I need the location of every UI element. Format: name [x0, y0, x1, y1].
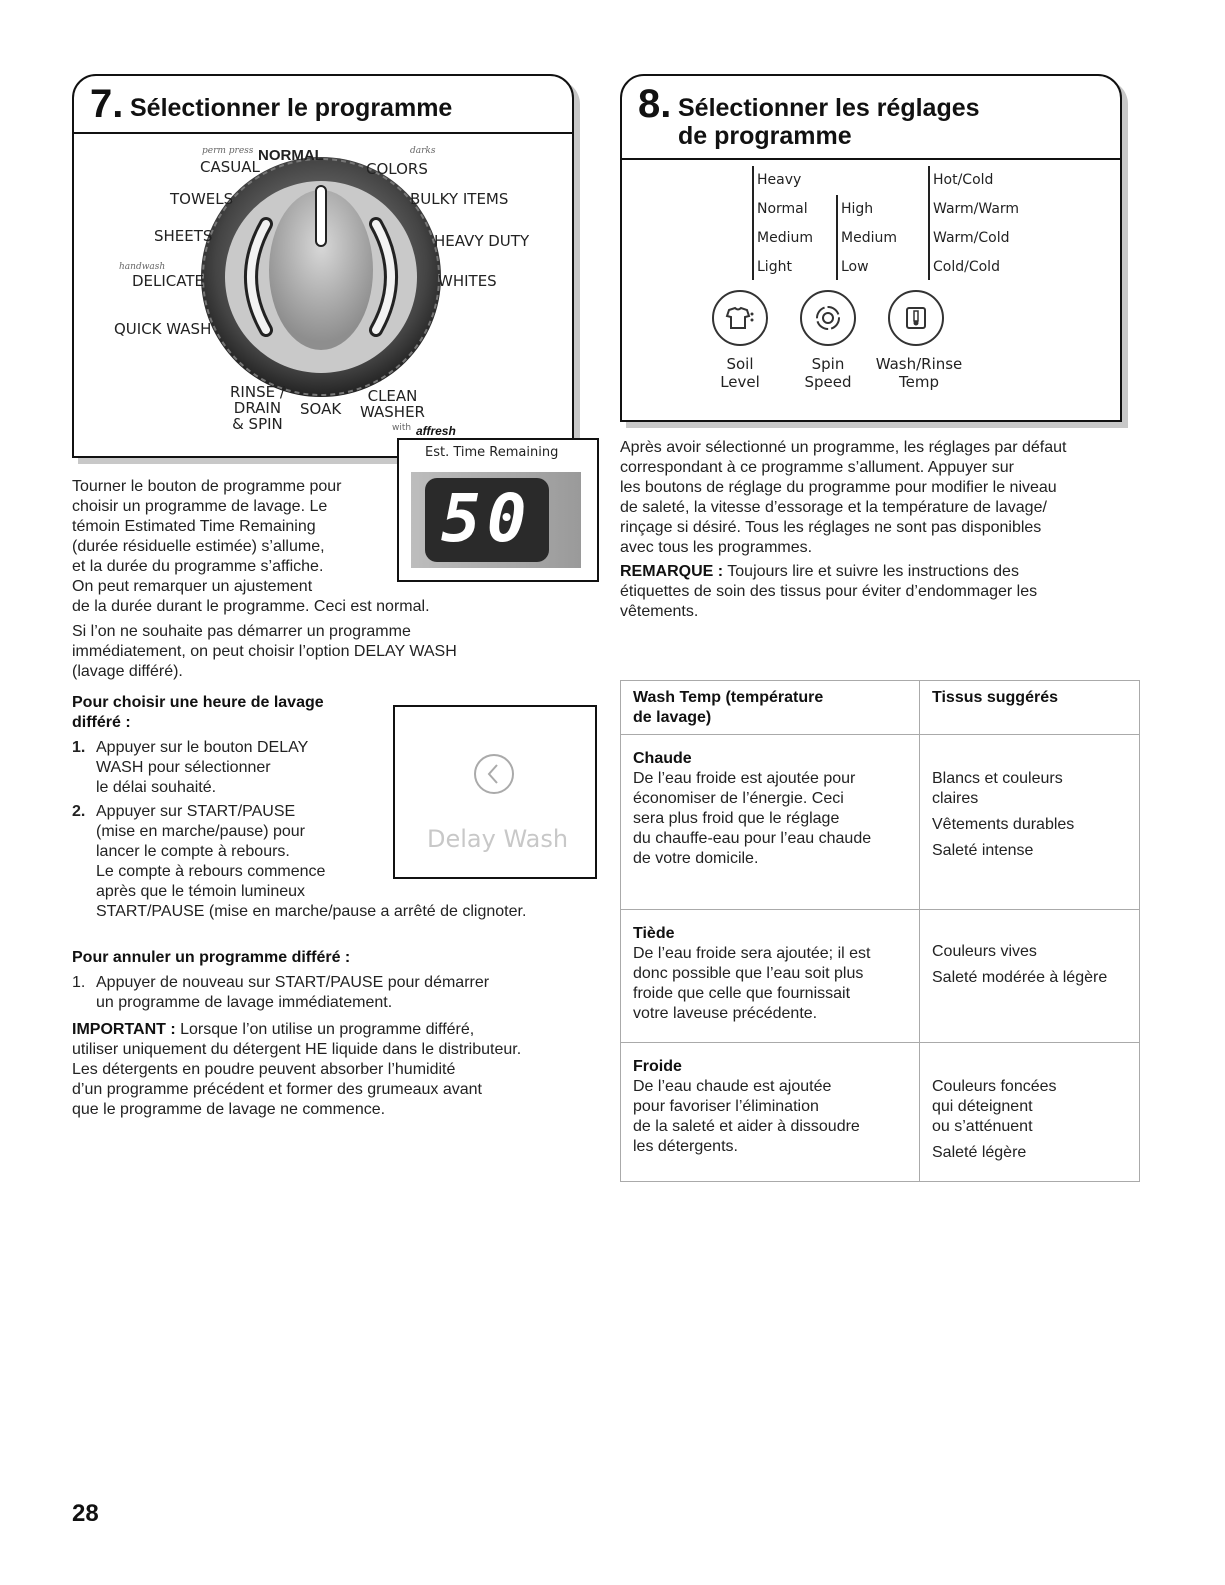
table-cell-fabrics: Couleurs vives Saleté modérée à légère: [920, 910, 1140, 1043]
table-cell-fabrics: Couleurs foncées qui déteignent ou s’atténuent Saleté légère: [920, 1043, 1140, 1182]
dial-heavy-duty: HEAVY DUTY: [434, 232, 530, 250]
wash-temp-options: [928, 166, 1019, 280]
choose-delay-heading: Pour choisir une heure de lavage différé :: [72, 694, 324, 731]
wash-temp-option: Warm/Warm: [933, 201, 1020, 217]
section-8-number: 8.: [638, 82, 672, 126]
spin-speed-button[interactable]: [800, 290, 856, 346]
dial-casual: CASUAL: [200, 158, 260, 176]
delay-wash-button[interactable]: Delay Wash: [427, 825, 569, 853]
dial-clean-washer: CLEAN WASHER: [360, 387, 425, 421]
soil-level-label: Soil Level: [720, 355, 760, 391]
dial-handwash: handwash: [119, 262, 166, 272]
dial-normal: NORMAL: [258, 147, 324, 164]
soil-level-option: Medium: [757, 230, 813, 246]
table-header-row: [621, 681, 1140, 735]
soil-shirt-icon: [725, 306, 755, 330]
section-7-number: 7.: [90, 82, 124, 126]
section-7-header: [74, 76, 572, 134]
intro-paragraph: Tourner le bouton de programme pour choisir un programme de lavage. Le témoin Estimated Time Remaining (durée résiduelle estimée) s’allume, et la durée du programme s’affiche. On peut remarquer un ajustement de la durée durant le programme. Ceci est normal.: [72, 478, 430, 615]
thermometer-icon: [903, 305, 929, 331]
table-cell-temp: Froide De l’eau chaude est ajoutée pour favoriser l’élimination de la saleté et aider à dissoudre les détergents.: [621, 1043, 920, 1182]
spin-speed-option: High: [841, 201, 874, 217]
wash-temp-table: [620, 680, 1140, 1182]
section-8-title-line1: Sélectionner les réglages: [678, 94, 980, 122]
table-cell-temp: Tiède De l’eau froide sera ajoutée; il est donc possible que l’eau soit plus froide que celle que fournissait votre laveuse précédente.: [621, 910, 920, 1043]
spin-speed-option: Low: [841, 259, 869, 275]
spin-speed-options: [836, 195, 897, 280]
section-8-box: [620, 74, 1122, 422]
wash-rinse-temp-button[interactable]: [888, 290, 944, 346]
table-cell-fabrics: Blancs et couleurs claires Vêtements durables Saleté intense: [920, 735, 1140, 910]
dial-quick-wash: QUICK WASH: [114, 320, 212, 338]
time-remaining-value: 50: [441, 480, 533, 557]
cancel-step: 1. Appuyer de nouveau sur START/PAUSE pour démarrer un programme de lavage immédiatement.: [72, 974, 490, 1011]
dial-perm-press: perm press: [202, 146, 254, 156]
delay-wash-panel: [393, 705, 597, 879]
affresh-logo: affresh: [416, 424, 456, 438]
page-number: 28: [72, 1500, 99, 1527]
soil-level-option: Heavy: [757, 172, 802, 188]
wash-temp-option: Hot/Cold: [933, 172, 994, 188]
wash-temp-option: Warm/Cold: [933, 230, 1010, 246]
dial-darks: darks: [410, 146, 436, 156]
dial-delicate: DELICATE: [132, 272, 205, 290]
soil-level-button[interactable]: [712, 290, 768, 346]
spin-speed-option: Medium: [841, 230, 897, 246]
cancel-delay-heading: Pour annuler un programme différé :: [72, 949, 351, 966]
spin-icon: [813, 303, 843, 333]
table-header-fabrics: Tissus suggérés: [920, 681, 1140, 735]
spin-speed-label: Spin Speed: [804, 355, 852, 391]
soil-level-option: Normal: [757, 201, 808, 217]
table-row: [621, 735, 1140, 910]
dial-bulky-items: BULKY ITEMS: [410, 190, 509, 208]
dial-towels: TOWELS: [170, 190, 234, 208]
dial-soak: SOAK: [300, 400, 342, 418]
wash-rinse-temp-label: Wash/Rinse Temp: [875, 355, 963, 391]
clock-icon[interactable]: [471, 751, 517, 797]
delay-steps: 1. Appuyer sur le bouton DELAY WASH pour sélectionner le délai souhaité. 2. Appuyer sur START/PAUSE (mise en marche/pause) pour lancer le compte à rebours. Le compte à rebours commence après que le témoin lumineux START/PAUSE (mise en marche/pause a arrêté de clignoter.: [72, 739, 527, 920]
table-header-wash-temp: Wash Temp (température de lavage): [621, 681, 920, 735]
table-cell-temp: Chaude De l’eau froide est ajoutée pour économiser de l’énergie. Ceci sera plus froid que le réglage du chauffe-eau pour l’eau chaude de votre domicile.: [621, 735, 920, 910]
section-7-title: Sélectionner le programme: [130, 94, 453, 122]
section-7-box: [72, 74, 574, 458]
soil-level-option: Light: [757, 259, 792, 275]
dial-whites: WHITES: [438, 272, 497, 290]
table-row: [621, 910, 1140, 1043]
table-row: [621, 1043, 1140, 1182]
dial-rinse-drain-spin: RINSE / DRAIN & SPIN: [230, 383, 285, 433]
settings-paragraph: Après avoir sélectionné un programme, les réglages par défaut correspondant à ce programme s’allument. Appuyer sur les boutons de réglage du programme pour modifier le niveau de saleté, la vitesse d’essorage et la température de lavage/ rinçage si désiré. Tous les réglages ne sont pas disponibles avec tous les programmes.: [620, 439, 1067, 556]
dial-with: with: [392, 423, 412, 433]
section-8-title-line2: de programme: [678, 122, 852, 150]
dial-sheets: SHEETS: [154, 227, 213, 245]
wash-temp-option: Cold/Cold: [933, 259, 1000, 275]
soil-level-options: [752, 166, 813, 280]
dial-colors: COLORS: [366, 160, 428, 178]
section-8-header: [622, 76, 1120, 160]
time-remaining-label: Est. Time Remaining: [425, 445, 559, 460]
delay-paragraph: Si l’on ne souhaite pas démarrer un programme immédiatement, on peut choisir l’option DELAY WASH (lavage différé).: [72, 623, 457, 680]
program-dial[interactable]: [196, 152, 446, 402]
note-paragraph: REMARQUE : Toujours lire et suivre les instructions des étiquettes de soin des tissus pour éviter d’endommager les vêtements.: [620, 563, 1038, 620]
important-paragraph: IMPORTANT : Lorsque l’on utilise un programme différé, utiliser uniquement du détergent HE liquide dans le distributeur. Les détergents en poudre peuvent absorber l’humidité d’un programme précédent et former des grumeaux avant que le programme de lavage ne commence.: [72, 1021, 522, 1118]
